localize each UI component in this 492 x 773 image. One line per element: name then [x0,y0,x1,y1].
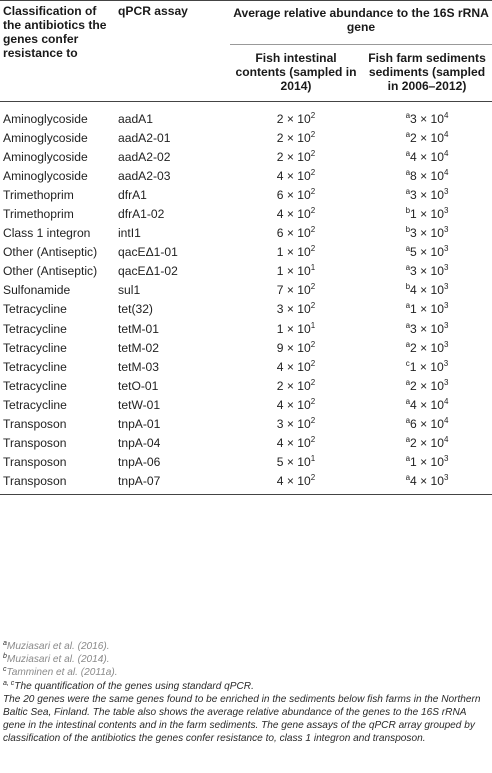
cell-sediment-abundance: $^a8 \times 10^4$ [405,167,449,183]
cell-qpcr-assay: tet(32) [118,302,153,317]
cell-sediment-abundance: $^b4 \times 10^3$ [405,282,449,298]
table-row [0,376,492,395]
cell-classification: Tetracycline [3,359,67,374]
table-row [0,434,492,453]
cell-sediment-abundance: $^b3 \times 10^3$ [405,225,449,241]
cell-classification: Class 1 integron [3,226,91,241]
cell-qpcr-assay: aadA1 [118,111,153,126]
cell-fish-abundance: $9 \times 10^2$ [276,339,316,355]
cell-fish-abundance: $1 \times 10^1$ [276,320,316,336]
table-caption-paragraph: The 20 genes were the same genes found to be enriched in the sediments below fish farms in the Northern Baltic Sea, Finland. The table also shows the average relative abundance of the genes to the 16S rRNA gene in the intestinal contents and in the farm sediments. The gene assays of the qPCR array grouped by classification of the antibiotics the genes confer resistance to, class 1 integron and transposon. [3,693,481,745]
footnote-c-ref[interactable]: Tamminen et al. (2011a). [6,667,118,679]
cell-fish-abundance: $2 \times 10^2$ [276,110,316,126]
cell-fish-abundance: $2 \times 10^2$ [276,129,316,145]
footnote-ac-text: The quantification of the genes using standard qPCR. [14,680,254,692]
cell-fish-abundance: $4 \times 10^2$ [230,472,362,495]
cell-fish-abundance: $6 \times 10^2$ [276,186,316,202]
cell-classification: Aminoglycoside [3,168,88,183]
footnote-c: $^c$Tamminen et al. (2011a). [3,666,118,679]
table-row [0,243,492,262]
cell-fish-abundance: $4 \times 10^2$ [276,396,316,412]
cell-fish-abundance: $4 \times 10^2$ [276,167,316,183]
cell-qpcr-assay: tetM-02 [118,340,159,355]
table-row [0,472,492,495]
cell-classification: Aminoglycoside [3,130,88,145]
cell-classification: Aminoglycoside [3,149,88,164]
cell-qpcr-assay: sul1 [118,283,141,298]
cell-qpcr-assay: tnpA-01 [118,417,161,432]
cell-qpcr-assay: dfrA1 [118,187,147,202]
cell-fish-abundance: $3 \times 10^2$ [276,416,316,432]
footnote-a-ref[interactable]: Muziasari et al. (2016). [6,641,110,652]
cell-classification: Transposon [3,417,67,432]
table-row [0,102,492,129]
cell-classification: Transposon [3,455,67,470]
cell-qpcr-assay: tetM-03 [118,359,159,374]
table-row [0,204,492,223]
table-row [0,147,492,166]
cell-classification: Trimethoprim [3,187,74,202]
cell-sediment-abundance: $^a1 \times 10^3$ [405,301,449,317]
cell-qpcr-assay: aadA2-02 [118,149,171,164]
header-average-abundance: Average relative abundance to the 16S rRNA gene [230,1,492,45]
cell-fish-abundance: $2 \times 10^2$ [276,148,316,164]
table-row [0,281,492,300]
cell-classification: Aminoglycoside [3,111,88,126]
header-fish-farm-sediments: Fish farm sediments sediments (sampled in 2006–2012) [362,45,492,102]
cell-qpcr-assay: tetM-01 [118,321,159,336]
cell-fish-abundance: $4 \times 10^2$ [276,206,316,222]
cell-sediment-abundance: $^c1 \times 10^3$ [405,358,449,374]
table-row [0,262,492,281]
table-row [0,453,492,472]
cell-qpcr-assay: aadA2-01 [118,130,171,145]
cell-sediment-abundance: $^a4 \times 10^4$ [405,148,449,164]
cell-classification: Trimethoprim [3,207,74,222]
table-row [0,224,492,243]
cell-sediment-abundance: $^a2 \times 10^3$ [405,377,449,393]
cell-classification: Sulfonamide [3,283,71,298]
cell-classification: Tetracycline [3,321,67,336]
cell-sediment-abundance: $^a2 \times 10^4$ [405,435,449,451]
table-row [0,357,492,376]
cell-fish-abundance: $6 \times 10^2$ [276,225,316,241]
header-classification: Classification of the antibiotics the genes confer resistance to [0,1,115,102]
cell-qpcr-assay: qacEΔ1-01 [118,245,178,260]
cell-classification: Tetracycline [3,378,67,393]
cell-fish-abundance: $1 \times 10^1$ [276,263,316,279]
cell-fish-abundance: $4 \times 10^2$ [276,435,316,451]
cell-fish-abundance: $4 \times 10^2$ [276,358,316,374]
table-footnotes [3,640,489,746]
cell-fish-abundance: $1 \times 10^2$ [276,244,316,260]
cell-qpcr-assay: tetO-01 [118,378,159,393]
cell-qpcr-assay: qacEΔ1-02 [118,264,178,279]
cell-sediment-abundance: $^a2 \times 10^3$ [405,339,449,355]
cell-classification: Other (Antiseptic) [3,264,98,279]
cell-sediment-abundance: $^a1 \times 10^3$ [405,454,449,470]
table-row [0,166,492,185]
cell-classification: Transposon [3,436,67,451]
cell-sediment-abundance: $^a4 \times 10^4$ [405,396,449,412]
cell-sediment-abundance: $^a3 \times 10^4$ [405,110,449,126]
cell-sediment-abundance: $^a5 \times 10^3$ [405,244,449,260]
cell-sediment-abundance: $^b1 \times 10^3$ [405,206,449,222]
cell-sediment-abundance: $^a4 \times 10^3$ [362,472,492,495]
cell-qpcr-assay: tnpA-06 [118,455,161,470]
table-body [0,102,492,495]
cell-sediment-abundance: $^a2 \times 10^4$ [405,129,449,145]
header-fish-intestinal: Fish intestinal contents (sampled in 2014) [230,45,362,102]
cell-sediment-abundance: $^a6 \times 10^4$ [405,416,449,432]
footnote-b: $^b$Muziasari et al. (2014). [3,653,110,666]
cell-qpcr-assay: dfrA1-02 [118,207,165,222]
cell-classification: Tetracycline [3,340,67,355]
cell-qpcr-assay: tetW-01 [118,397,161,412]
table-row [0,338,492,357]
table-row [0,395,492,414]
table-row [0,185,492,204]
table-row [0,319,492,338]
cell-sediment-abundance: $^a3 \times 10^3$ [405,263,449,279]
table-row [0,415,492,434]
cell-classification: Tetracycline [3,302,67,317]
cell-classification: Tetracycline [3,397,67,412]
table-row [0,128,492,147]
cell-classification: Other (Antiseptic) [3,245,98,260]
footnote-ac: $^{a, c}$The quantification of the genes using standard qPCR. [3,679,254,692]
cell-qpcr-assay: aadA2-03 [118,168,171,183]
footnote-b-ref[interactable]: Muziasari et al. (2014). [6,654,110,666]
cell-sediment-abundance: $^a3 \times 10^3$ [405,320,449,336]
header-qpcr-assay: qPCR assay [115,1,230,102]
cell-fish-abundance: $3 \times 10^2$ [276,301,316,317]
cell-fish-abundance: $5 \times 10^1$ [276,454,316,470]
cell-classification: Transposon [0,472,115,495]
cell-qpcr-assay: tnpA-07 [115,472,230,495]
cell-fish-abundance: $7 \times 10^2$ [276,282,316,298]
cell-sediment-abundance: $^a3 \times 10^3$ [405,186,449,202]
cell-fish-abundance: $2 \times 10^2$ [276,377,316,393]
footnote-a: $^a$Muziasari et al. (2016). [3,640,110,652]
cell-qpcr-assay: intI1 [118,226,141,241]
table-row [0,300,492,319]
cell-qpcr-assay: tnpA-04 [118,436,161,451]
